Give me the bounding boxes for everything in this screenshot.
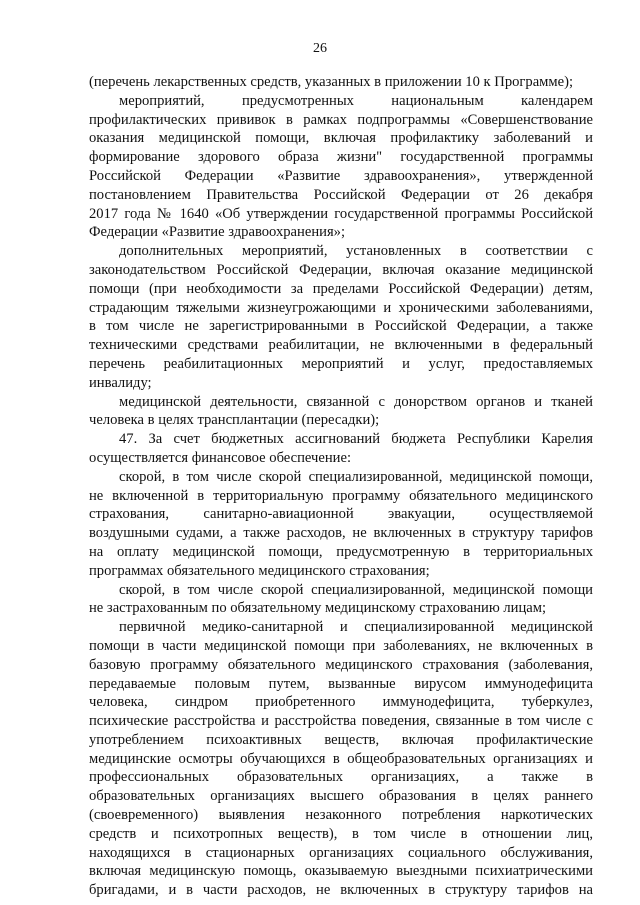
text-line: Федерации «Развитие здравоохранения»; (89, 224, 346, 241)
paragraph (89, 92, 593, 242)
text-line: не застрахованным по обязательному медицинскому страхованию лицам; (89, 600, 547, 617)
text-line: передаваемые половым путем, вызванные вирусом иммунодефицита (89, 675, 593, 692)
text-line: страхования, санитарно-авиационной эвакуации, осуществляемой (89, 506, 593, 523)
text-line: дополнительных мероприятий, установленных в соответствии с (119, 243, 593, 260)
text-line: 2017 года № 1640 «Об утверждении государственной программы Российской (89, 205, 593, 222)
text-line: человека, синдром приобретенного иммунодефицита, туберкулез, (89, 694, 593, 711)
text-line: психические расстройства и расстройства поведения, связанные в том числе с (89, 713, 593, 730)
text-line: постановлением Правительства Российской Федерации от 26 декабря (89, 186, 593, 203)
text-line: (своевременного) выявления незаконного потребления наркотических (89, 807, 593, 824)
text-line: оказания медицинской помощи, включая профилактику заболеваний и (89, 130, 593, 147)
text-line: находящихся в стационарных организациях социального обслуживания, (89, 844, 593, 861)
text-line: страдающим тяжелыми жизнеугрожающими и хроническими заболеваниями, (89, 299, 593, 316)
paragraph (89, 581, 593, 619)
text-line: образовательных организациях высшего образования в целях раннего (89, 788, 593, 805)
text-line: скорой, в том числе скорой специализированной, медицинской помощи (119, 581, 593, 598)
text-line: базовую программу обязательного медицинского страхования (заболевания, (89, 656, 593, 673)
text-line: включая медицинскую помощь, оказываемую выездными психиатрическими (89, 863, 593, 880)
paragraph (89, 73, 593, 92)
paragraph (89, 468, 593, 581)
text-line: (перечень лекарственных средств, указанных в приложении 10 к Программе); (89, 74, 574, 90)
text-line: средств и психотропных веществ), в том числе в отношении лиц, (89, 825, 593, 842)
text-line: скорой, в том числе скорой специализированной, медицинской помощи, (119, 468, 593, 485)
text-line: профилактических прививок в рамках подпрограммы «Совершенствование (89, 111, 593, 128)
text-line: помощи (при необходимости за пределами Российской Федерации) детям, (89, 280, 593, 297)
text-line: помощи в части медицинской помощи при заболеваниях, не включенных в (89, 637, 593, 654)
text-line: осуществляется финансовое обеспечение: (89, 449, 352, 466)
text-line: программах обязательного медицинского страхования; (89, 562, 430, 579)
text-line: человека в целях трансплантации (пересадки); (89, 412, 380, 429)
text-line: в том числе не зарегистрированными в Российской Федерации, а также (89, 318, 593, 335)
text-line: техническими средствами реабилитации, не включенными в федеральный (89, 337, 593, 354)
text-line: не включенной в территориальную программу обязательного медицинского (89, 487, 593, 504)
paragraph (89, 618, 593, 900)
text-line: медицинской деятельности, связанной с донорством органов и тканей (119, 393, 593, 410)
text-line: на оплату медицинской помощи, предусмотренную в территориальных (89, 543, 593, 560)
text-line: инвалиду; (89, 374, 152, 391)
text-line: воздушными судами, а также расходов, не включенных в структуру тарифов (89, 525, 593, 542)
text-line: употреблением психоактивных веществ, включая профилактические (89, 731, 593, 748)
text-line: 47. За счет бюджетных ассигнований бюджета Республики Карелия (119, 431, 593, 448)
text-line: формирование здорового образа жизни" государственной программы (89, 149, 593, 166)
text-line: первичной медико-санитарной и специализированной медицинской (119, 619, 593, 636)
text-line: профессиональных образовательных организациях, а также в (89, 769, 593, 786)
text-line: медицинские осмотры обучающихся в общеобразовательных организациях и (89, 750, 593, 767)
paragraph (89, 430, 593, 468)
text-line: Российской Федерации «Развитие здравоохранения», утвержденной (89, 167, 593, 184)
paragraph (89, 242, 593, 392)
document-body (89, 73, 593, 900)
text-line: мероприятий, предусмотренных национальным календарем (119, 92, 593, 109)
paragraph (89, 393, 593, 431)
text-line: бригадами, и в части расходов, не включенных в структуру тарифов на (89, 882, 593, 899)
text-line: законодательством Российской Федерации, включая оказание медицинской (89, 261, 593, 278)
text-line: перечень реабилитационных мероприятий и услуг, предоставляемых (89, 355, 593, 372)
page-number: 26 (313, 41, 327, 56)
